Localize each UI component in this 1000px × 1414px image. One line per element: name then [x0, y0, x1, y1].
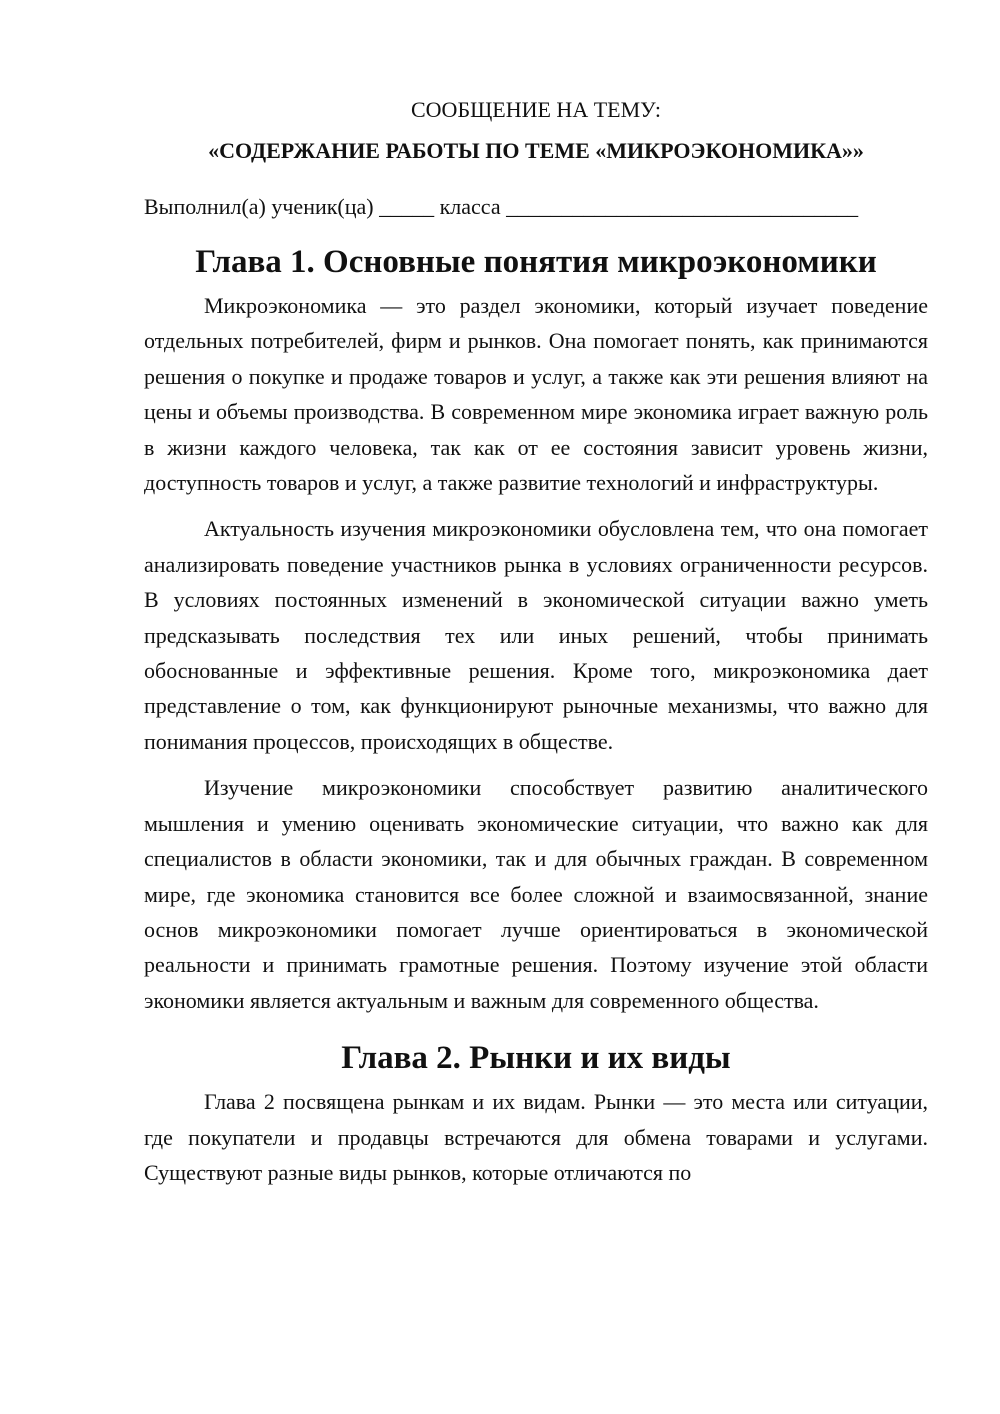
- topic-heading: СООБЩЕНИЕ НА ТЕМУ:: [411, 97, 661, 122]
- chapter-1-paragraph-3: Изучение микроэкономики способствует развитию аналитического мышления и умению оценивать экономические ситуации, что важно как для специалистов в области экономики, так и для обычных граждан. В современном мире, где экономика становится все более сложной и взаимосвязанной, знание основ микроэкономики помогает лучше ориентироваться в экономической реальности и принимать грамотные решения. Поэтому изучение этой области экономики является актуальным и важным для современного общества.: [144, 775, 928, 1013]
- chapter-1-paragraph-2: Актуальность изучения микроэкономики обусловлена тем, что она помогает анализировать поведение участников рынка в условиях ограниченности ресурсов. В условиях постоянных изменений в экономической ситуации важно уметь предсказывать последствия тех или иных решений, чтобы принимать обоснованные и эффективные решения. Кроме того, микроэкономика дает представление о том, как функционируют рыночные механизмы, что важно для понимания процессов, происходящих в обществе.: [144, 516, 928, 754]
- chapter-2-paragraph-1: Глава 2 посвящена рынкам и их видам. Рынки — это места или ситуации, где покупатели и продавцы встречаются для обмена товарами и услугами. Существуют разные виды рынков, которые отличаются по: [144, 1089, 928, 1185]
- author-line: Выполнил(а) ученик(ца) _____ класса ________________________________: [144, 194, 859, 219]
- chapter-2-heading: Глава 2. Рынки и их виды: [341, 1040, 731, 1077]
- chapter-1-paragraph-1: Микроэкономика — это раздел экономики, который изучает поведение отдельных потребителей, фирм и рынков. Она помогает понять, как принимаются решения о покупке и продаже товаров и услуг, а также как эти решения влияют на цены и объемы производства. В современном мире экономика играет важную роль в жизни каждого человека, так как от ее состояния зависит уровень жизни, доступность товаров и услуг, а также развитие технологий и инфраструктуры.: [144, 293, 928, 496]
- document-title: «СОДЕРЖАНИЕ РАБОТЫ ПО ТЕМЕ «МИКРОЭКОНОМИКА»»: [208, 138, 864, 163]
- chapter-1-heading: Глава 1. Основные понятия микроэкономики: [195, 244, 877, 280]
- page-content: [144, 92, 928, 1190]
